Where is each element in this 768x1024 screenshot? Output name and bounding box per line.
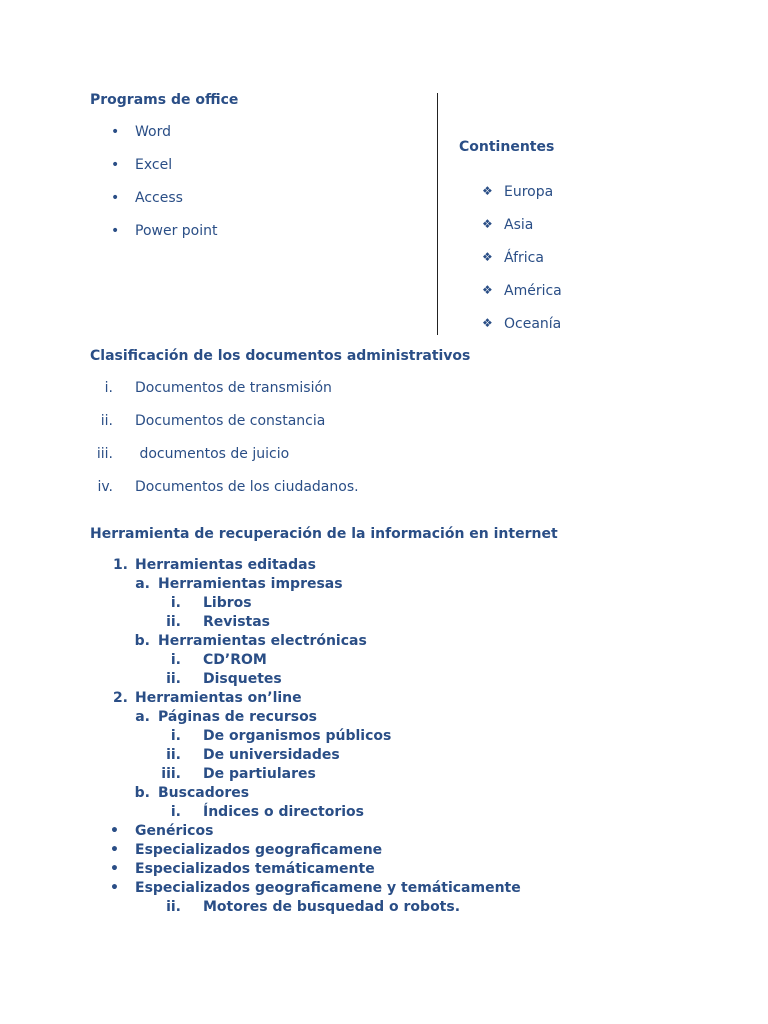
bullet-icon: • [111, 223, 120, 239]
tools-item: Buscadores [158, 785, 250, 801]
roman-numeral: i. [170, 652, 181, 668]
diamond-bullet-icon: ❖ [482, 283, 493, 297]
bullet-icon: • [110, 880, 119, 896]
list-letter: a. [135, 576, 150, 592]
tools-item: Especializados temáticamente [135, 861, 375, 877]
bullet-icon: • [111, 190, 120, 206]
tools-item: Índices o directorios [203, 804, 364, 820]
tools-item: Herramientas impresas [158, 576, 343, 592]
continent-item-africa: África [504, 250, 544, 266]
classification-item: Documentos de constancia [135, 413, 326, 429]
roman-numeral: iv. [97, 479, 113, 495]
office-heading: Programs de office [90, 92, 239, 108]
continents-heading: Continentes [459, 139, 555, 155]
tools-item: De universidades [203, 747, 340, 763]
list-letter: b. [134, 785, 150, 801]
classification-item: Documentos de transmisión [135, 380, 332, 396]
roman-numeral: iii. [161, 766, 181, 782]
tools-heading: Herramienta de recuperación de la información en internet [90, 526, 558, 542]
classification-item: Documentos de los ciudadanos. [135, 479, 359, 495]
continent-item-america: América [504, 283, 562, 299]
column-divider [437, 93, 438, 335]
office-item-excel: Excel [135, 157, 173, 173]
tools-item: Herramientas on’line [135, 690, 302, 706]
tools-item: Páginas de recursos [158, 709, 318, 725]
bullet-icon: • [110, 861, 119, 877]
continent-item-oceania: Oceanía [504, 316, 562, 332]
tools-item: Especializados geograficamene [135, 842, 383, 858]
roman-numeral: ii. [166, 614, 181, 630]
continent-item-asia: Asia [504, 217, 534, 233]
tools-item: Disquetes [203, 671, 282, 687]
classification-heading: Clasificación de los documentos administrativos [90, 348, 471, 364]
tools-item: De partiulares [203, 766, 316, 782]
diamond-bullet-icon: ❖ [482, 184, 493, 198]
list-number: 1. [112, 557, 128, 573]
classification-item: documentos de juicio [135, 446, 290, 462]
bullet-icon: • [111, 124, 120, 140]
diamond-bullet-icon: ❖ [482, 250, 493, 264]
tools-item: CD’ROM [203, 652, 267, 668]
diamond-bullet-icon: ❖ [482, 316, 493, 330]
tools-item: Genéricos [135, 823, 214, 839]
office-item-access: Access [135, 190, 183, 206]
office-item-powerpoint: Power point [135, 223, 218, 239]
tools-item: Herramientas electrónicas [158, 633, 367, 649]
roman-numeral: ii. [100, 413, 113, 429]
list-number: 2. [112, 690, 128, 706]
list-letter: b. [134, 633, 150, 649]
tools-item: Motores de busquedad o robots. [203, 899, 461, 915]
roman-numeral: i. [104, 380, 113, 396]
roman-numeral: ii. [166, 899, 181, 915]
continent-item-europa: Europa [504, 184, 554, 200]
office-item-word: Word [135, 124, 171, 140]
tools-item: Herramientas editadas [135, 557, 316, 573]
tools-item: Revistas [203, 614, 271, 630]
tools-item: Libros [203, 595, 252, 611]
roman-numeral: i. [170, 728, 181, 744]
roman-numeral: ii. [166, 671, 181, 687]
diamond-bullet-icon: ❖ [482, 217, 493, 231]
roman-numeral: i. [170, 595, 181, 611]
tools-item: Especializados geograficamene y temáticamente [135, 880, 521, 896]
tools-item: De organismos públicos [203, 728, 392, 744]
roman-numeral: i. [170, 804, 181, 820]
bullet-icon: • [111, 157, 120, 173]
list-letter: a. [135, 709, 150, 725]
bullet-icon: • [110, 842, 119, 858]
bullet-icon: • [110, 823, 119, 839]
roman-numeral: ii. [166, 747, 181, 763]
roman-numeral: iii. [96, 446, 113, 462]
